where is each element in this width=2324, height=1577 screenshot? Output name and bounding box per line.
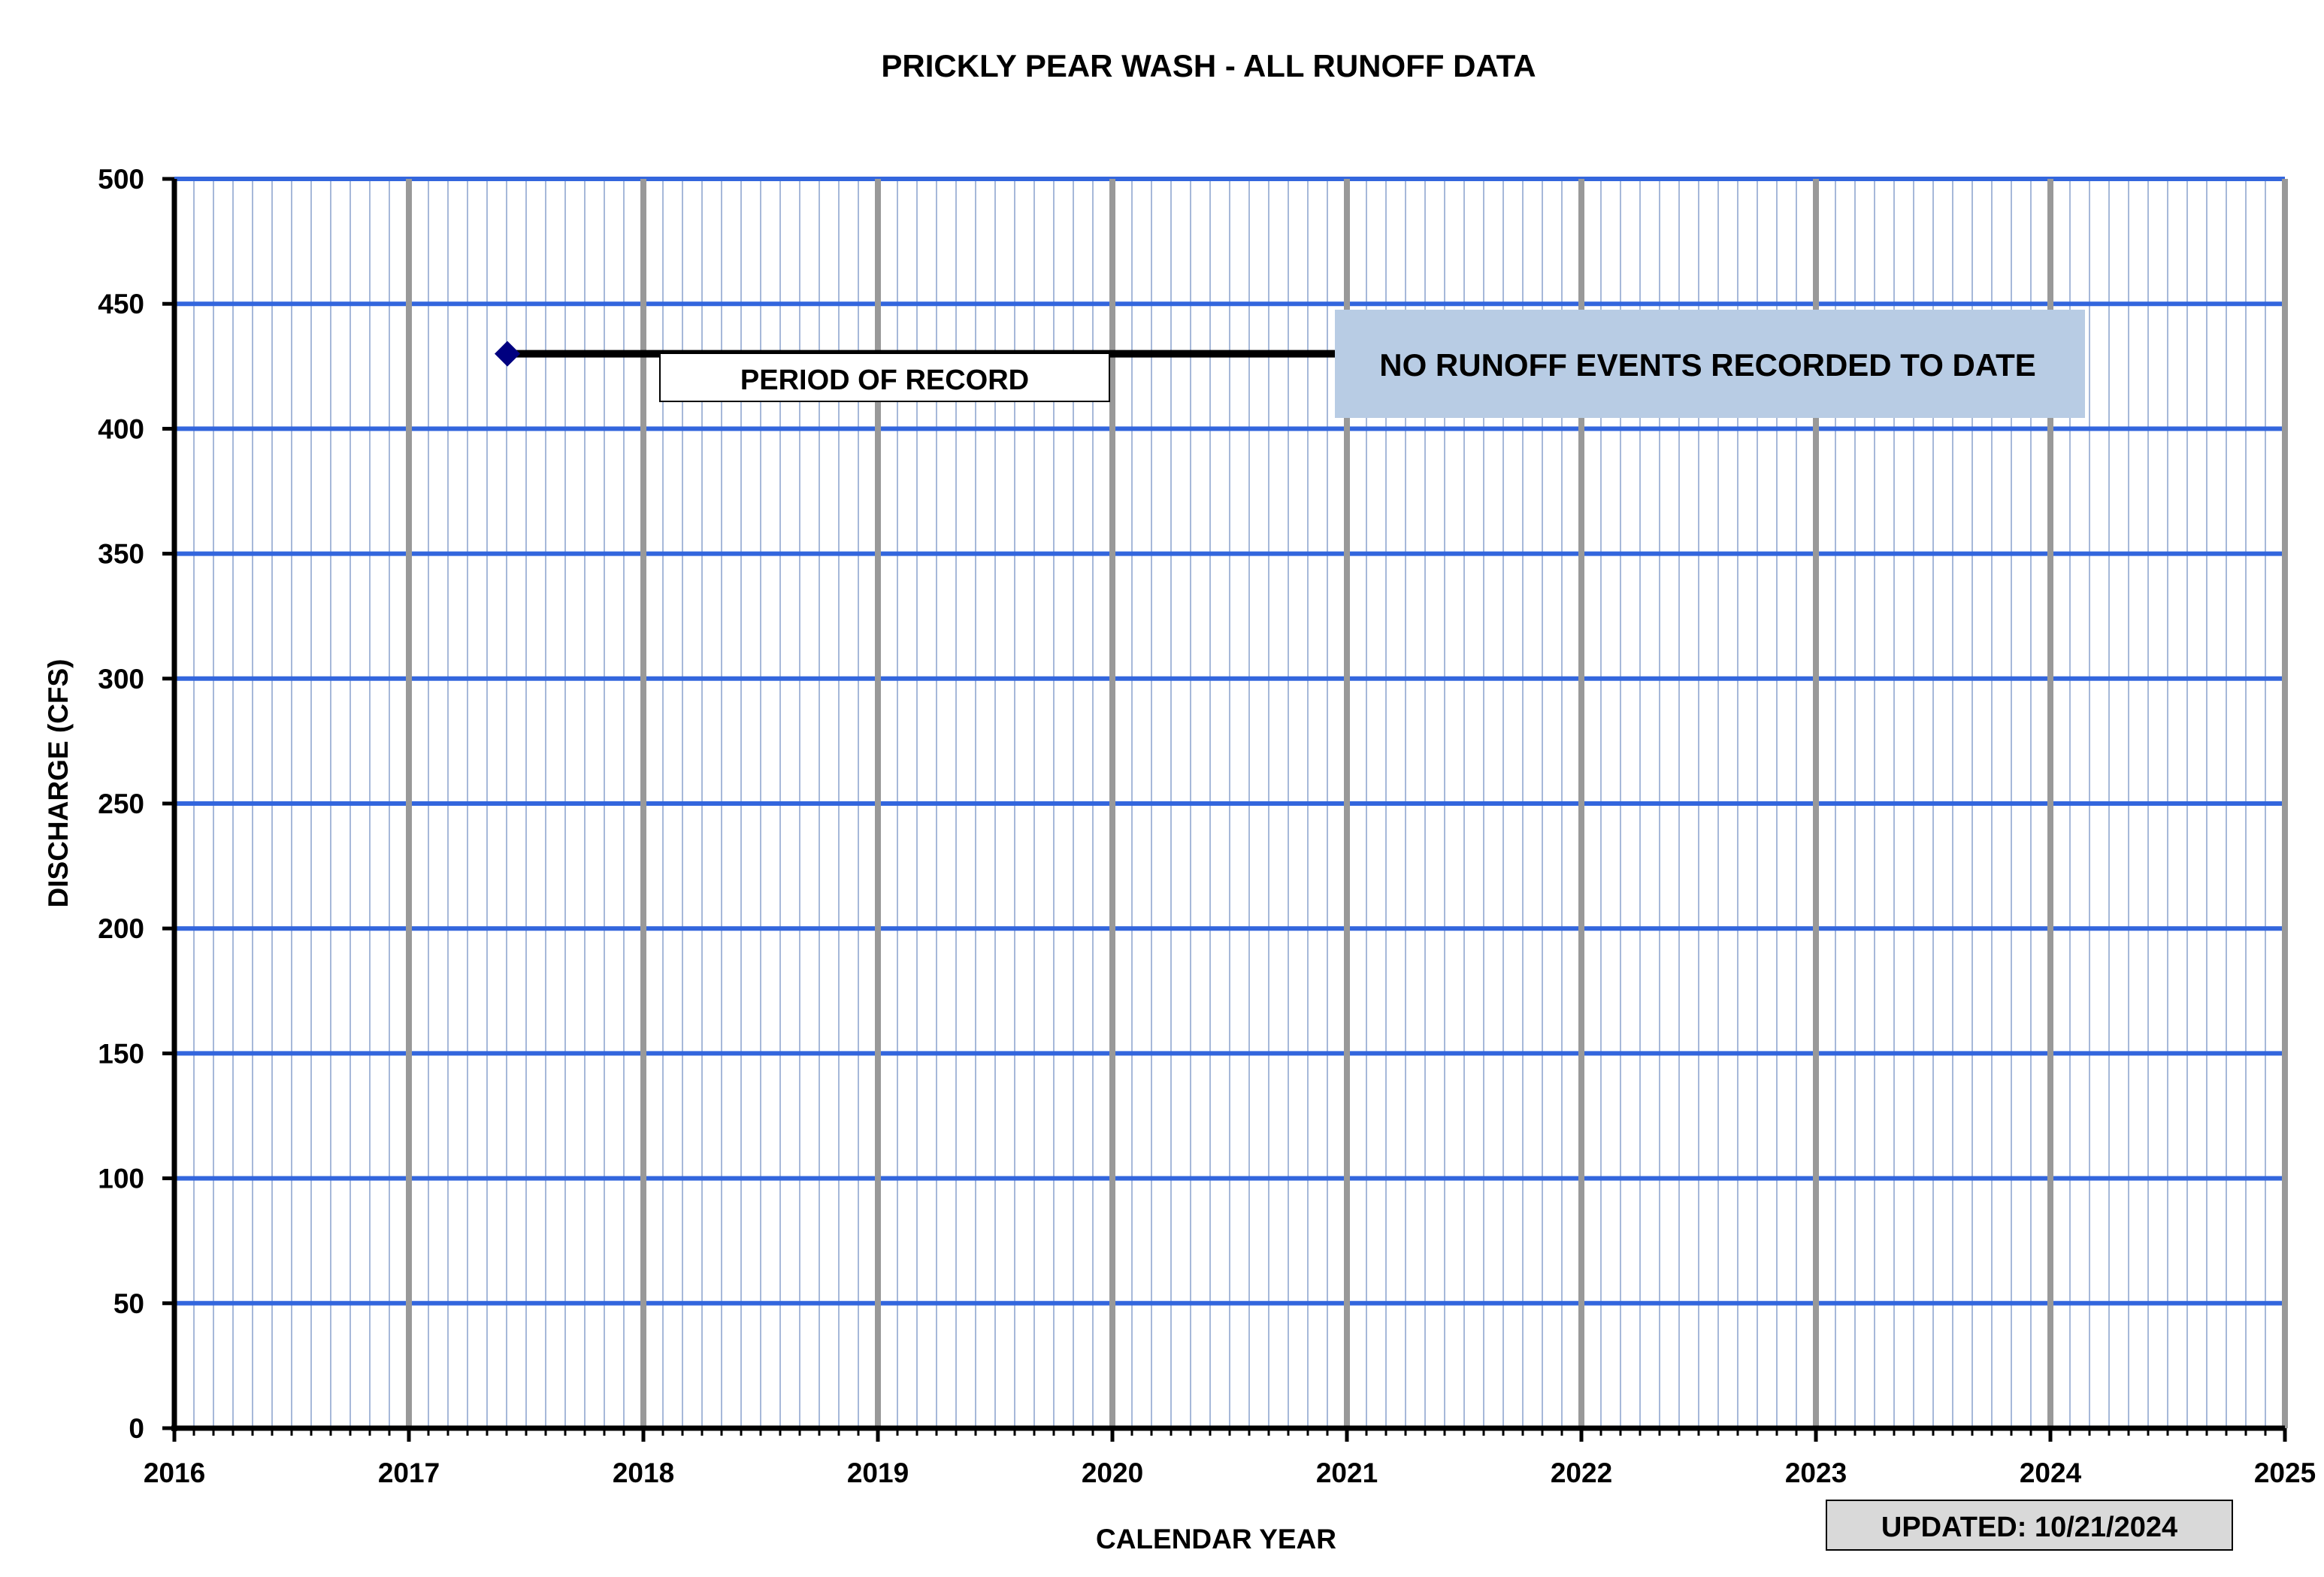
y-tick-label: 0: [129, 1413, 144, 1444]
updated-annotation: [1826, 1500, 2232, 1550]
no-runoff-label: NO RUNOFF EVENTS RECORDED TO DATE: [1379, 347, 2036, 383]
y-tick-label: 100: [98, 1163, 144, 1194]
x-tick-label: 2023: [1784, 1457, 1847, 1488]
y-tick-label: 50: [113, 1288, 144, 1319]
x-axis-label: CALENDAR YEAR: [1095, 1524, 1337, 1554]
x-tick-label: 2019: [846, 1457, 909, 1488]
y-tick-label: 450: [98, 289, 144, 320]
x-tick-label: 2018: [612, 1457, 675, 1488]
y-tick-label: 400: [98, 413, 144, 445]
y-tick-label: 300: [98, 663, 144, 695]
y-tick-label: 350: [98, 538, 144, 570]
y-axis-label: DISCHARGE (CFS): [43, 658, 74, 908]
x-tick-label: 2022: [1550, 1457, 1613, 1488]
x-tick-label: 2025: [2253, 1457, 2316, 1488]
x-tick-label: 2020: [1081, 1457, 1144, 1488]
updated-label: UPDATED: 10/21/2024: [1881, 1512, 2178, 1543]
x-tick-label: 2021: [1315, 1457, 1378, 1488]
x-tick-label: 2016: [143, 1457, 206, 1488]
y-tick-label: 250: [98, 788, 144, 819]
period-of-record-annotation: [660, 353, 1109, 401]
no-runoff-annotation: [1335, 310, 2085, 418]
y-tick-label: 150: [98, 1038, 144, 1070]
chart-title: PRICKLY PEAR WASH - ALL RUNOFF DATA: [881, 48, 1536, 83]
record-start-marker: [495, 341, 520, 367]
period-label: PERIOD OF RECORD: [740, 365, 1030, 396]
x-tick-label: 2024: [2019, 1457, 2082, 1488]
x-tick-label: 2017: [377, 1457, 440, 1488]
y-tick-label: 500: [98, 164, 144, 195]
y-tick-label: 200: [98, 913, 144, 945]
